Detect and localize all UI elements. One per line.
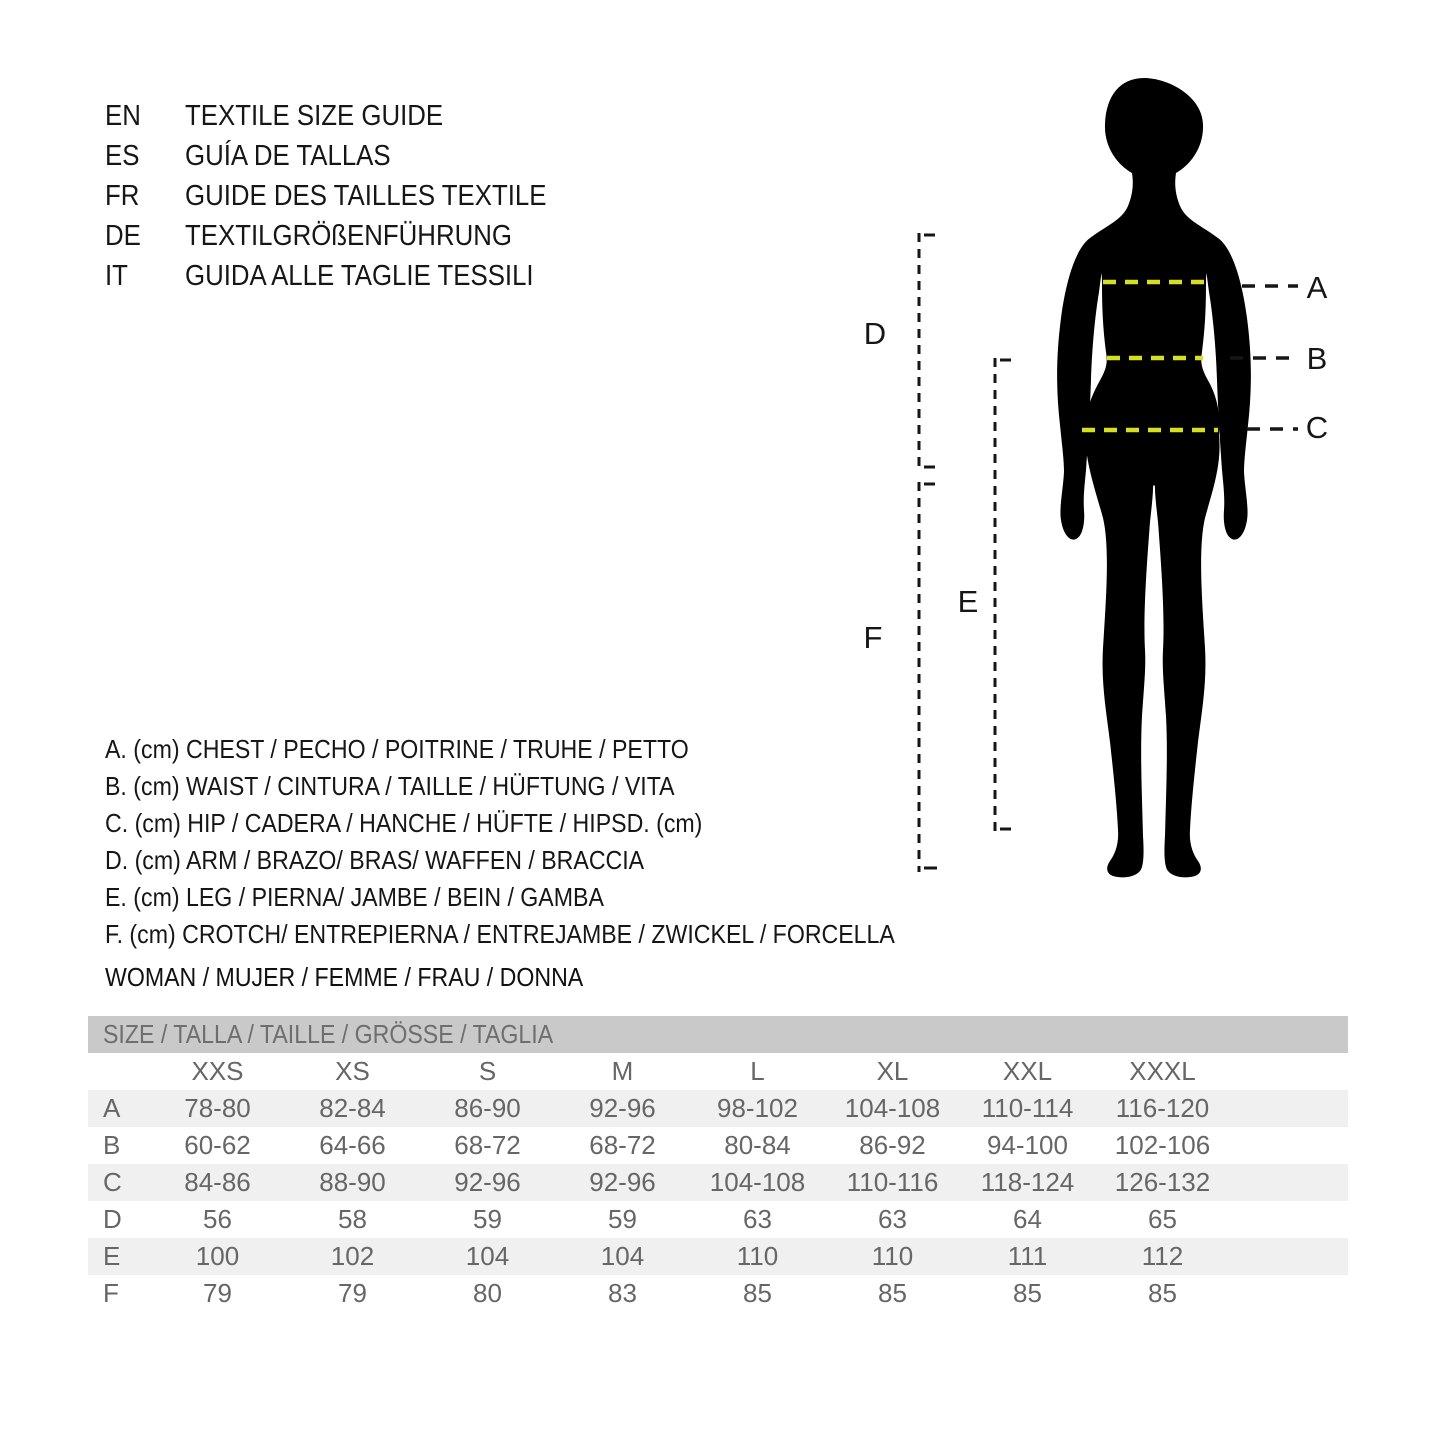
language-code: IT <box>105 260 128 292</box>
language-code: ES <box>105 140 140 172</box>
language-title: GUIDE DES TAILLES TEXTILE <box>185 180 547 212</box>
legend-line-d: D. (cm) ARM / BRAZO/ BRAS/ WAFFEN / BRACCIA <box>105 845 645 875</box>
size-col-header: XXL <box>1002 1056 1053 1086</box>
table-cell: 85 <box>1148 1278 1177 1308</box>
table-cell: 68-72 <box>589 1130 656 1160</box>
table-row-d <box>88 1201 1348 1238</box>
table-cell: 111 <box>1007 1241 1048 1271</box>
size-header-row <box>88 1053 1348 1090</box>
table-cell: 85 <box>1013 1278 1042 1308</box>
table-cell: 110-114 <box>981 1093 1074 1123</box>
table-cell: 83 <box>608 1278 637 1308</box>
size-col-header: XXS <box>191 1056 244 1086</box>
table-cell: 88-90 <box>319 1167 386 1197</box>
table-cell: 94-100 <box>987 1130 1068 1160</box>
language-title: GUÍA DE TALLAS <box>185 140 391 172</box>
measure-label-a: A <box>1306 270 1328 305</box>
table-cell: 84-86 <box>184 1167 251 1197</box>
table-row-f <box>88 1275 1348 1312</box>
title-row-fr <box>105 176 591 216</box>
table-cell: 63 <box>878 1204 907 1234</box>
measure-label-d: D <box>863 316 887 351</box>
table-cell: 59 <box>608 1204 637 1234</box>
title-row-en <box>105 96 591 136</box>
legend-line-e: E. (cm) LEG / PIERNA/ JAMBE / BEIN / GAMBA <box>105 882 604 912</box>
table-cell: 63 <box>743 1204 772 1234</box>
table-cell: 126-132 <box>1114 1167 1211 1197</box>
title-block <box>105 96 591 296</box>
measurement-legend <box>105 731 992 953</box>
size-col-header: XL <box>876 1056 909 1086</box>
title-row-de <box>105 216 591 256</box>
table-cell: 104-108 <box>709 1167 806 1197</box>
size-col-header: L <box>750 1056 765 1086</box>
measure-label-b: B <box>1306 341 1328 376</box>
table-cell: 86-90 <box>454 1093 521 1123</box>
table-row-c <box>88 1164 1348 1201</box>
language-title: GUIDA ALLE TAGLIE TESSILI <box>185 260 534 292</box>
title-row-es <box>105 136 591 176</box>
table-cell: 80-84 <box>724 1130 791 1160</box>
table-cell: 79 <box>203 1278 232 1308</box>
table-cell: 92-96 <box>589 1167 656 1197</box>
table-row-e <box>88 1238 1348 1275</box>
legend-line-a: A. (cm) CHEST / PECHO / POITRINE / TRUHE / PETTO <box>105 734 689 764</box>
legend-line-b: B. (cm) WAIST / CINTURA / TAILLE / HÜFTUNG / VITA <box>105 771 675 801</box>
table-cell: 86-92 <box>859 1130 926 1160</box>
size-col-header: XS <box>335 1056 370 1086</box>
table-cell: 60-62 <box>184 1130 251 1160</box>
table-cell: 64 <box>1013 1204 1042 1234</box>
size-col-header: XXXL <box>1129 1056 1196 1086</box>
table-cell: 92-96 <box>454 1167 521 1197</box>
table-cell: 102 <box>330 1241 375 1271</box>
table-cell: 58 <box>338 1204 367 1234</box>
table-cell: 104 <box>600 1241 645 1271</box>
legend-line-c: C. (cm) HIP / CADERA / HANCHE / HÜFTE / HIPSD. (cm) <box>105 808 703 838</box>
table-cell: 59 <box>473 1204 502 1234</box>
table-cell: 85 <box>878 1278 907 1308</box>
table-cell: 98-102 <box>717 1093 798 1123</box>
table-cell: 85 <box>743 1278 772 1308</box>
size-col-header: M <box>611 1056 634 1086</box>
table-cell: 79 <box>338 1278 367 1308</box>
table-cell: 110 <box>871 1241 914 1271</box>
table-cell: 104-108 <box>844 1093 941 1123</box>
legend-line-f: F. (cm) CROTCH/ ENTREPIERNA / ENTREJAMBE / ZWICKEL / FORCELLA <box>105 919 895 949</box>
measure-label-f: F <box>863 620 883 655</box>
group-title-woman: WOMAN / MUJER / FEMME / FRAU / DONNA <box>105 962 584 992</box>
table-cell: 80 <box>473 1278 502 1308</box>
title-row-it <box>105 256 591 296</box>
table-cell: 92-96 <box>589 1093 656 1123</box>
measure-label-e: E <box>957 584 979 619</box>
row-label: E <box>103 1241 121 1271</box>
measure-label-c: C <box>1305 410 1329 445</box>
table-cell: 116-120 <box>1115 1093 1210 1123</box>
table-cell: 78-80 <box>184 1093 251 1123</box>
table-row-a <box>88 1090 1348 1127</box>
language-code: FR <box>105 180 140 212</box>
size-col-header: S <box>478 1056 497 1086</box>
table-cell: 110-116 <box>846 1167 939 1197</box>
row-label: B <box>103 1130 121 1160</box>
size-table-header-bar: SIZE / TALLA / TAILLE / GRÖSSE / TAGLIA <box>88 1016 1348 1053</box>
table-row-b <box>88 1127 1348 1164</box>
table-cell: 65 <box>1148 1204 1177 1234</box>
table-cell: 82-84 <box>319 1093 386 1123</box>
table-cell: 118-124 <box>980 1167 1075 1197</box>
table-cell: 56 <box>203 1204 232 1234</box>
language-title: TEXTILGRÖßENFÜHRUNG <box>185 220 512 252</box>
table-cell: 102-106 <box>1114 1130 1211 1160</box>
row-label: C <box>103 1167 122 1197</box>
language-code: DE <box>105 220 141 252</box>
language-title: TEXTILE SIZE GUIDE <box>185 100 444 132</box>
table-cell: 104 <box>465 1241 510 1271</box>
row-label: F <box>103 1278 119 1308</box>
table-cell: 110 <box>736 1241 779 1271</box>
table-cell: 68-72 <box>454 1130 521 1160</box>
row-label: D <box>103 1204 122 1234</box>
table-cell: 100 <box>195 1241 240 1271</box>
size-table <box>88 1016 1348 1312</box>
language-code: EN <box>105 100 141 132</box>
row-label: A <box>103 1093 121 1123</box>
table-cell: 112 <box>1141 1241 1184 1271</box>
table-cell: 64-66 <box>319 1130 386 1160</box>
